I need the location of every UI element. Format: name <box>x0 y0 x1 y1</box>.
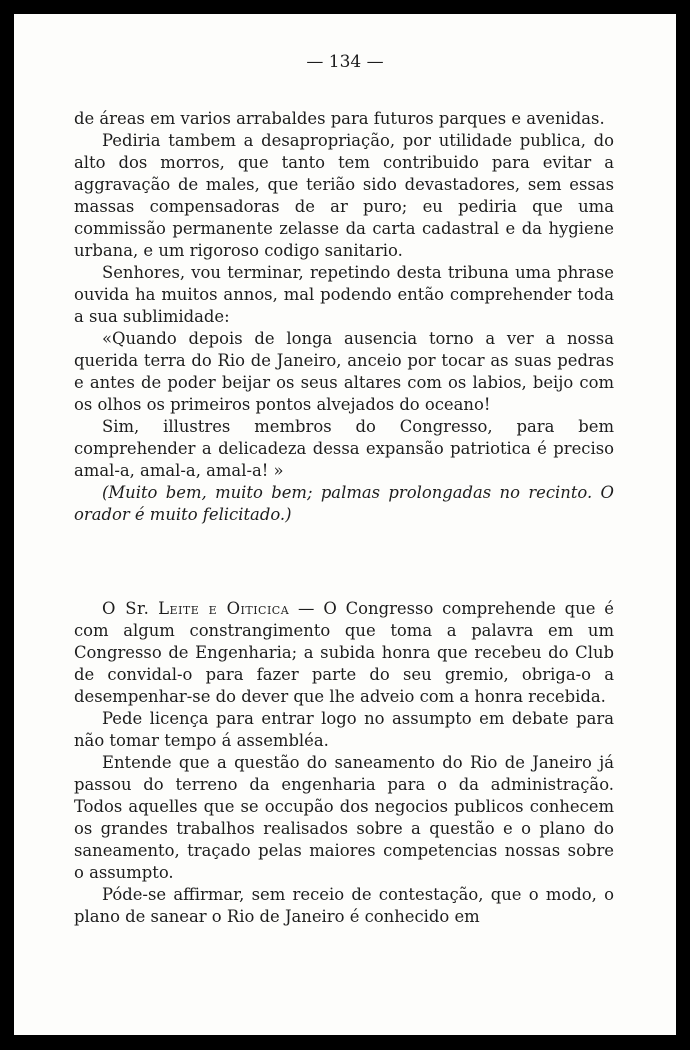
paragraph: Pediria tambem a desapropriação, por utilidade publica, do alto dos morros, que tanto tem contribuido para evitar a aggravação de males, que terião sido devastadores, sem essas massas compensadoras de ar puro; eu pediria que uma commissão permanente zelasse da carta cadastral e da hygiene urbana, e um rigoroso codigo sanitario. <box>74 131 614 260</box>
paragraph: Sim, illustres membros do Congresso, para bem comprehender a delicadeza dessa expansão patriotica é preciso amal-a, amal-a, amal-a! » <box>74 417 614 480</box>
speaker-name: Leite e Oiticica <box>158 599 290 618</box>
paragraph: Póde-se affirmar, sem receio de contestação, que o modo, o plano de sanear o Rio de Janeiro é conhecido em <box>74 885 614 926</box>
speech-dash: — <box>289 599 324 618</box>
stage-direction: (Muito bem, muito bem; palmas prolongadas no recinto. O orador é muito felicitado.) <box>74 483 614 524</box>
paragraph: Senhores, vou terminar, repetindo desta tribuna uma phrase ouvida ha muitos annos, mal podendo então comprehender toda a sua sublimidade: <box>74 263 614 326</box>
speech-paragraph <box>74 598 614 708</box>
text-block-speech <box>74 598 614 928</box>
paragraph: Entende que a questão do saneamento do Rio de Janeiro já passou do terreno da engenharia para o da administração. Todos aquelles que se occupão dos negocios publicos conhecem os grandes trabalhos realisados sobre a questão e o plano do saneamento, traçado pelas maiores competencias nossas sobre o assumpto. <box>74 753 614 882</box>
text-block-top <box>74 108 614 526</box>
paragraph: de áreas em varios arrabaldes para futuros parques e avenidas. <box>74 109 605 128</box>
page-number: — 134 — <box>306 52 384 72</box>
book-page <box>14 14 676 1035</box>
speech-text: O Congresso comprehende que é com algum constrangimento que toma a palavra em um Congresso de Engenharia; a subida honra que recebeu do Club de convidal-o para fazer parte do seu gremio, obriga-o a desempenhar-se do dever que lhe adveio com a honra recebida. <box>74 599 614 706</box>
paragraph: Pede licença para entrar logo no assumpto em debate para não tomar tempo á assembléa. <box>74 709 614 750</box>
quote-paragraph: «Quando depois de longa ausencia torno a ver a nossa querida terra do Rio de Janeiro, anceio por tocar as suas pedras e antes de poder beijar os seus altares com os labios, beijo com os olhos os primeiros pontos alvejados do oceano! <box>74 329 614 414</box>
speaker-title: O Sr. <box>102 599 150 618</box>
